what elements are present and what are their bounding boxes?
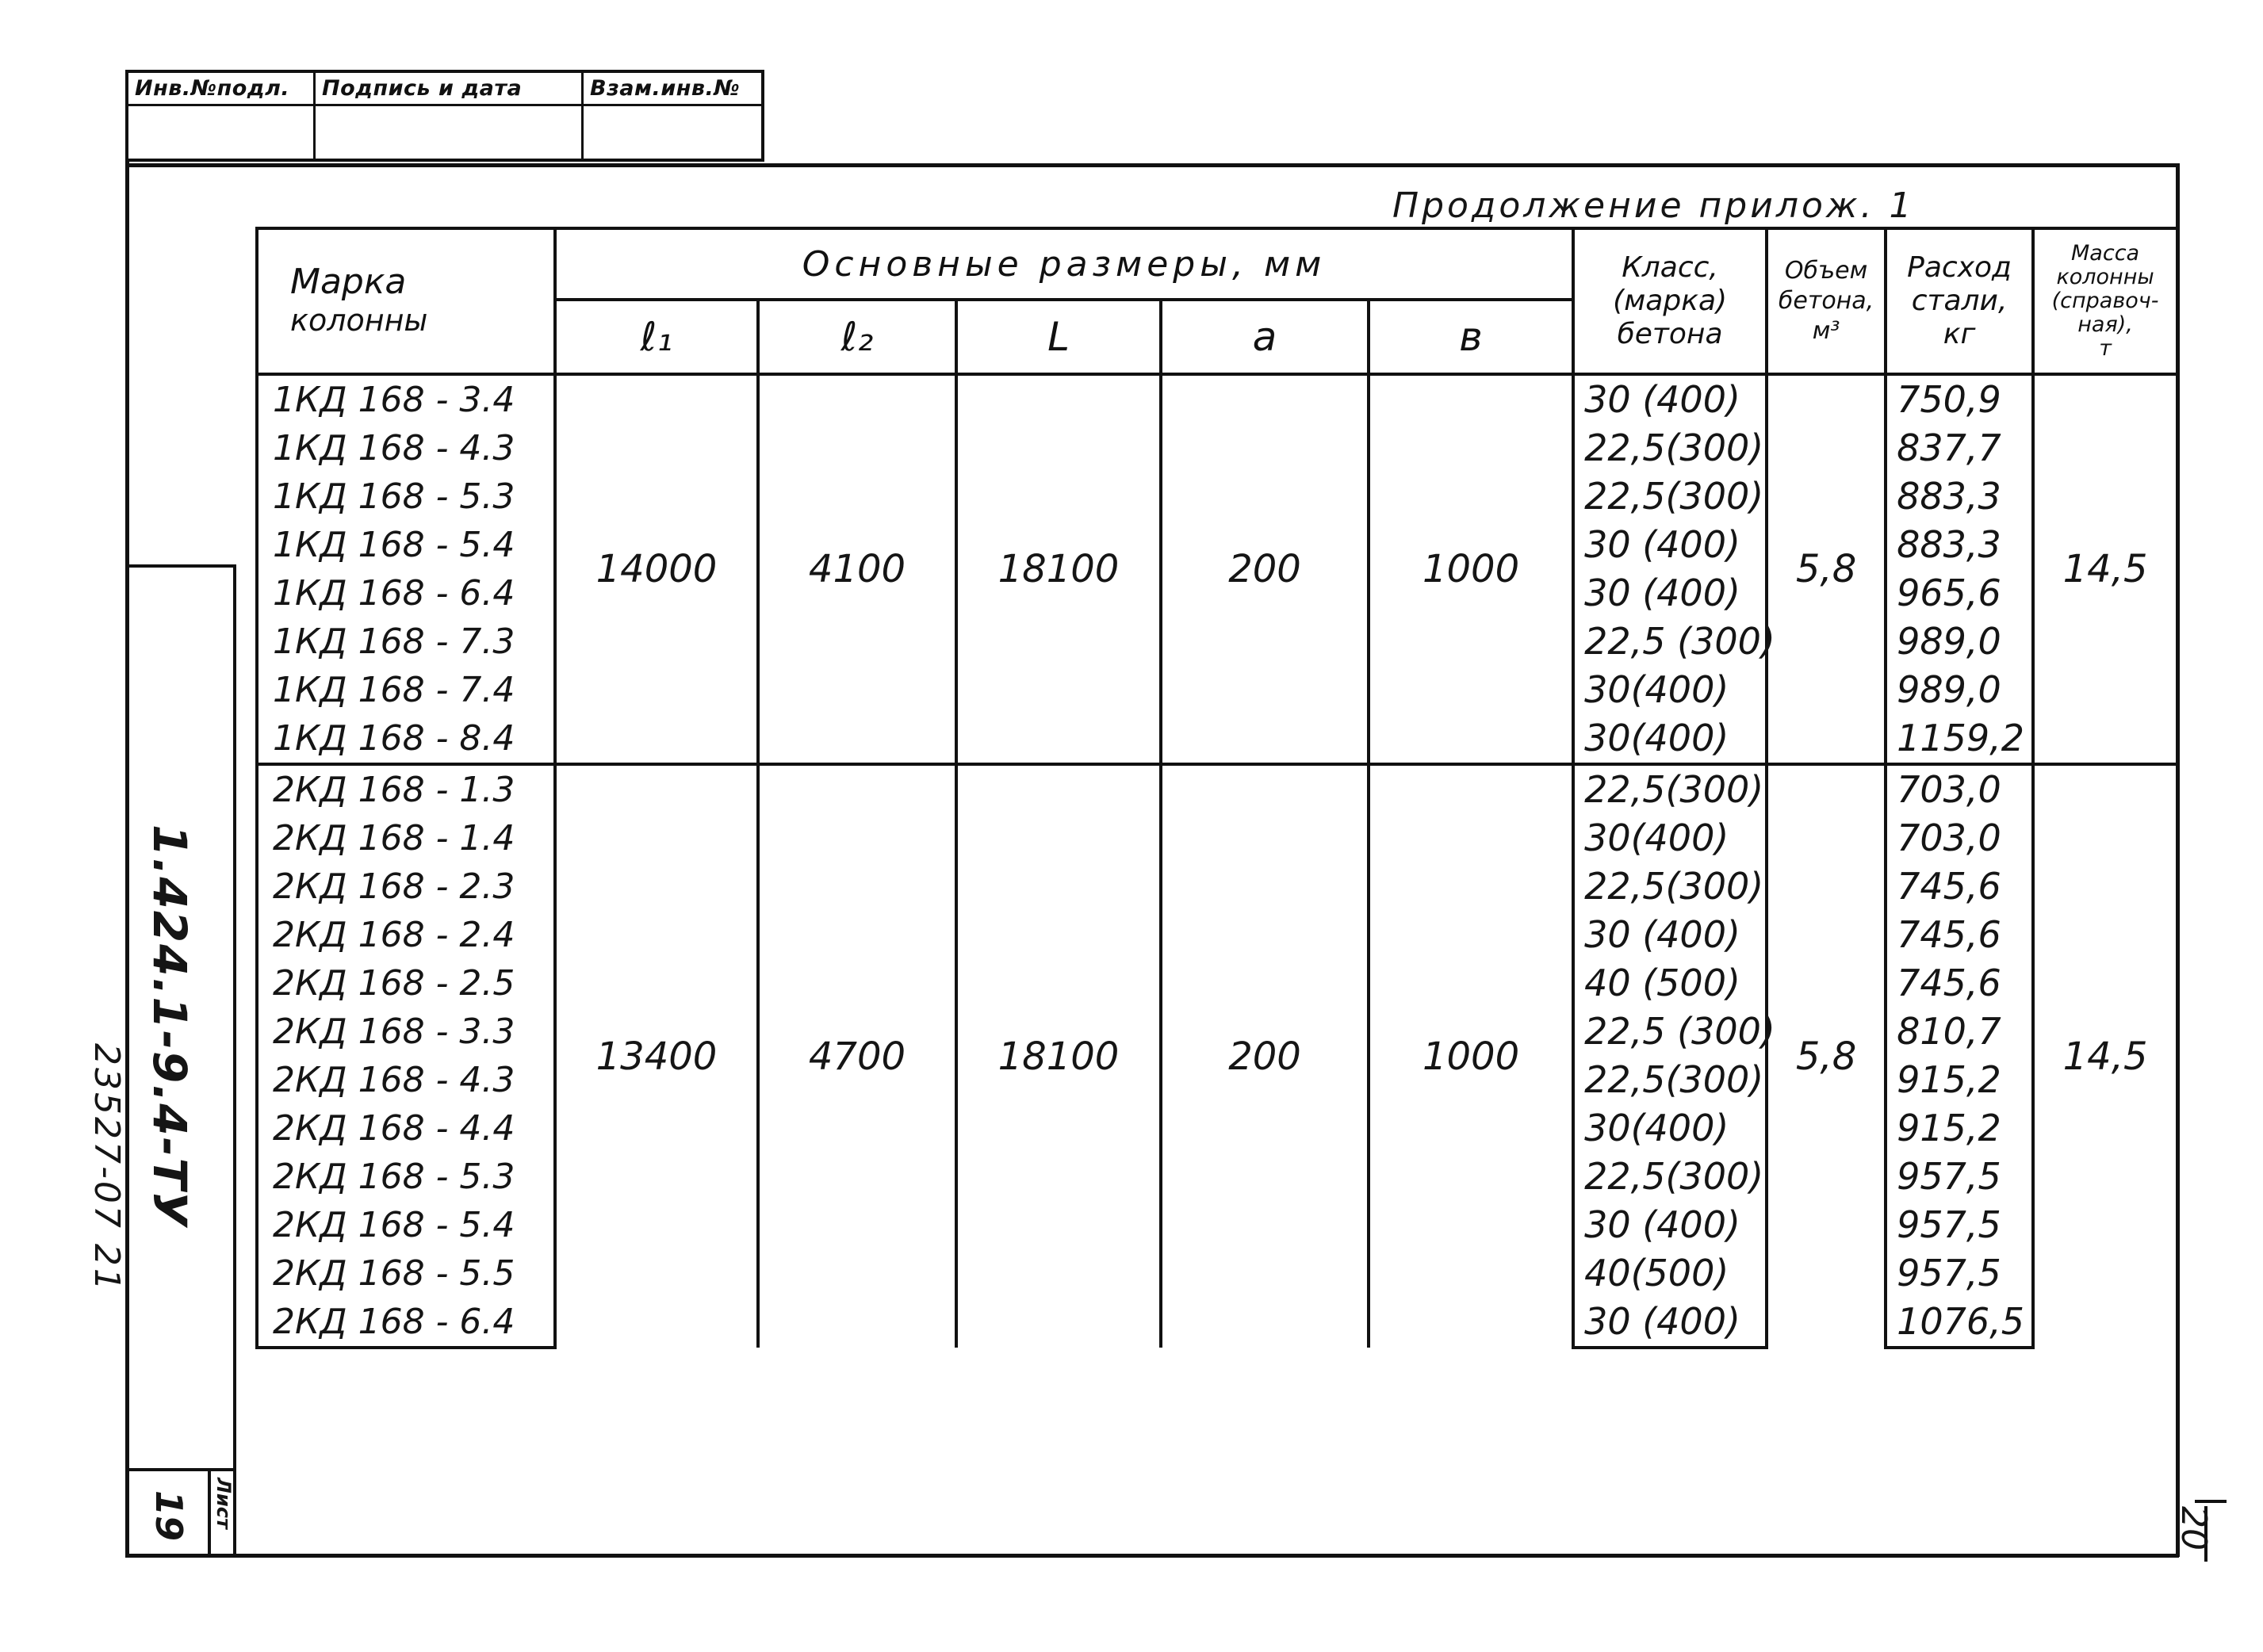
concrete-volume: 5,8 — [1767, 374, 1886, 764]
sheet-number-divider — [208, 1468, 211, 1557]
sheet-label: Лист — [213, 1478, 235, 1529]
concrete-class: 22,5(300) — [1573, 472, 1767, 521]
concrete-class: 30 (400) — [1573, 569, 1767, 618]
dim-l2: 4700 — [758, 764, 956, 1348]
specification-table-wrapper — [255, 227, 2176, 1555]
steel-consumption: 957,5 — [1886, 1249, 2033, 1298]
specification-table — [255, 227, 2179, 1349]
inv-no-label: Инв.№подл. — [128, 73, 316, 106]
dim-l: 18100 — [956, 764, 1161, 1348]
header-mark-line1: Марка — [290, 262, 407, 302]
concrete-class: 22,5 (300) — [1573, 618, 1767, 666]
header-mark — [257, 228, 555, 374]
column-mark: 2КД 168 - 2.5 — [257, 959, 555, 1008]
sheet-number: 19 — [147, 1490, 190, 1542]
steel-consumption: 745,6 — [1886, 959, 2033, 1008]
sign-date-value — [316, 106, 584, 159]
concrete-class: 22,5(300) — [1573, 424, 1767, 472]
header-concrete-volume: Объем бетона, м³ — [1767, 228, 1886, 374]
steel-consumption: 810,7 — [1886, 1008, 2033, 1056]
header-a: a — [1161, 300, 1369, 374]
column-mass: 14,5 — [2033, 374, 2177, 764]
column-mass: 14,5 — [2033, 764, 2177, 1348]
steel-consumption: 957,5 — [1886, 1153, 2033, 1201]
header-l1: ℓ₁ — [555, 300, 758, 374]
column-mark: 1КД 168 - 8.4 — [257, 714, 555, 764]
concrete-class: 30(400) — [1573, 666, 1767, 714]
column-mark: 2КД 168 - 6.4 — [257, 1298, 555, 1348]
steel-consumption: 745,6 — [1886, 911, 2033, 959]
frame-top-border — [125, 163, 2179, 167]
table-row — [257, 374, 2177, 424]
column-mark: 1КД 168 - 5.4 — [257, 521, 555, 569]
header-row-1 — [257, 228, 2177, 300]
concrete-class: 22,5(300) — [1573, 862, 1767, 911]
steel-consumption: 1076,5 — [1886, 1298, 2033, 1348]
column-mark: 2КД 168 - 5.3 — [257, 1153, 555, 1201]
dim-a: 200 — [1161, 764, 1369, 1348]
header-b: в — [1369, 300, 1573, 374]
column-mark: 2КД 168 - 5.5 — [257, 1249, 555, 1298]
column-mark: 2КД 168 - 2.3 — [257, 862, 555, 911]
column-mark: 1КД 168 - 5.3 — [257, 472, 555, 521]
steel-consumption: 957,5 — [1886, 1201, 2033, 1249]
concrete-class: 30(400) — [1573, 714, 1767, 764]
steel-consumption: 745,6 — [1886, 862, 2033, 911]
table-row — [257, 764, 2177, 814]
archive-number: 23527-07 21 — [86, 1043, 127, 1293]
concrete-volume: 5,8 — [1767, 764, 1886, 1348]
steel-consumption: 883,3 — [1886, 472, 2033, 521]
concrete-class: 30 (400) — [1573, 521, 1767, 569]
steel-consumption: 989,0 — [1886, 666, 2033, 714]
column-mark: 2КД 168 - 3.3 — [257, 1008, 555, 1056]
steel-consumption: 965,6 — [1886, 569, 2033, 618]
replace-inv-value — [584, 106, 761, 159]
concrete-class: 40(500) — [1573, 1249, 1767, 1298]
column-mark: 1КД 168 - 7.3 — [257, 618, 555, 666]
column-mark: 2КД 168 - 4.4 — [257, 1104, 555, 1153]
dim-b: 1000 — [1369, 374, 1573, 764]
steel-consumption: 915,2 — [1886, 1056, 2033, 1104]
header-column-mass: Масса колонны (справоч- ная), т — [2033, 228, 2177, 374]
dim-l1: 14000 — [555, 374, 758, 764]
page-corner-mark — [2195, 1500, 2227, 1503]
page-corner-number: 20 — [2173, 1506, 2214, 1551]
sign-date-label: Подпись и дата — [316, 73, 584, 106]
steel-consumption: 703,0 — [1886, 764, 2033, 814]
header-concrete-class: Класс, (марка) бетона — [1573, 228, 1767, 374]
header-mark-line2: колонны — [290, 303, 428, 338]
column-mark: 2КД 168 - 1.4 — [257, 814, 555, 862]
steel-consumption: 989,0 — [1886, 618, 2033, 666]
column-mark: 2КД 168 - 1.3 — [257, 764, 555, 814]
column-mark: 1КД 168 - 4.3 — [257, 424, 555, 472]
concrete-class: 22,5 (300) — [1573, 1008, 1767, 1056]
concrete-class: 22,5(300) — [1573, 1153, 1767, 1201]
column-mark: 2КД 168 - 5.4 — [257, 1201, 555, 1249]
steel-consumption: 837,7 — [1886, 424, 2033, 472]
concrete-class: 40 (500) — [1573, 959, 1767, 1008]
column-mark: 2КД 168 - 4.3 — [257, 1056, 555, 1104]
concrete-class: 30 (400) — [1573, 1201, 1767, 1249]
steel-consumption: 703,0 — [1886, 814, 2033, 862]
concrete-class: 30(400) — [1573, 814, 1767, 862]
specification-table-body — [257, 374, 2177, 1348]
replace-inv-label: Взам.инв.№ — [584, 73, 761, 106]
inv-no-value — [128, 106, 316, 159]
dim-a: 200 — [1161, 374, 1369, 764]
header-steel-consumption: Расход стали, кг — [1886, 228, 2033, 374]
header-L: L — [956, 300, 1161, 374]
concrete-class: 22,5(300) — [1573, 1056, 1767, 1104]
steel-consumption: 1159,2 — [1886, 714, 2033, 764]
steel-consumption: 750,9 — [1886, 374, 2033, 424]
header-l2: ℓ₂ — [758, 300, 956, 374]
header-main-dimensions: Основные размеры, мм — [555, 228, 1573, 300]
dim-l: 18100 — [956, 374, 1161, 764]
steel-consumption: 915,2 — [1886, 1104, 2033, 1153]
document-code: 1.424.1-9.4-ТУ — [143, 824, 197, 1229]
concrete-class: 30 (400) — [1573, 1298, 1767, 1348]
dim-l1: 13400 — [555, 764, 758, 1348]
dim-l2: 4100 — [758, 374, 956, 764]
approval-stamp — [125, 70, 764, 162]
concrete-class: 30 (400) — [1573, 911, 1767, 959]
dim-b: 1000 — [1369, 764, 1573, 1348]
column-mark: 1КД 168 - 7.4 — [257, 666, 555, 714]
column-mark: 1КД 168 - 6.4 — [257, 569, 555, 618]
column-mark: 1КД 168 - 3.4 — [257, 374, 555, 424]
steel-consumption: 883,3 — [1886, 521, 2033, 569]
concrete-class: 22,5(300) — [1573, 764, 1767, 814]
concrete-class: 30(400) — [1573, 1104, 1767, 1153]
concrete-class: 30 (400) — [1573, 374, 1767, 424]
column-mark: 2КД 168 - 2.4 — [257, 911, 555, 959]
continuation-note: Продолжение прилож. 1 — [1392, 185, 1915, 226]
